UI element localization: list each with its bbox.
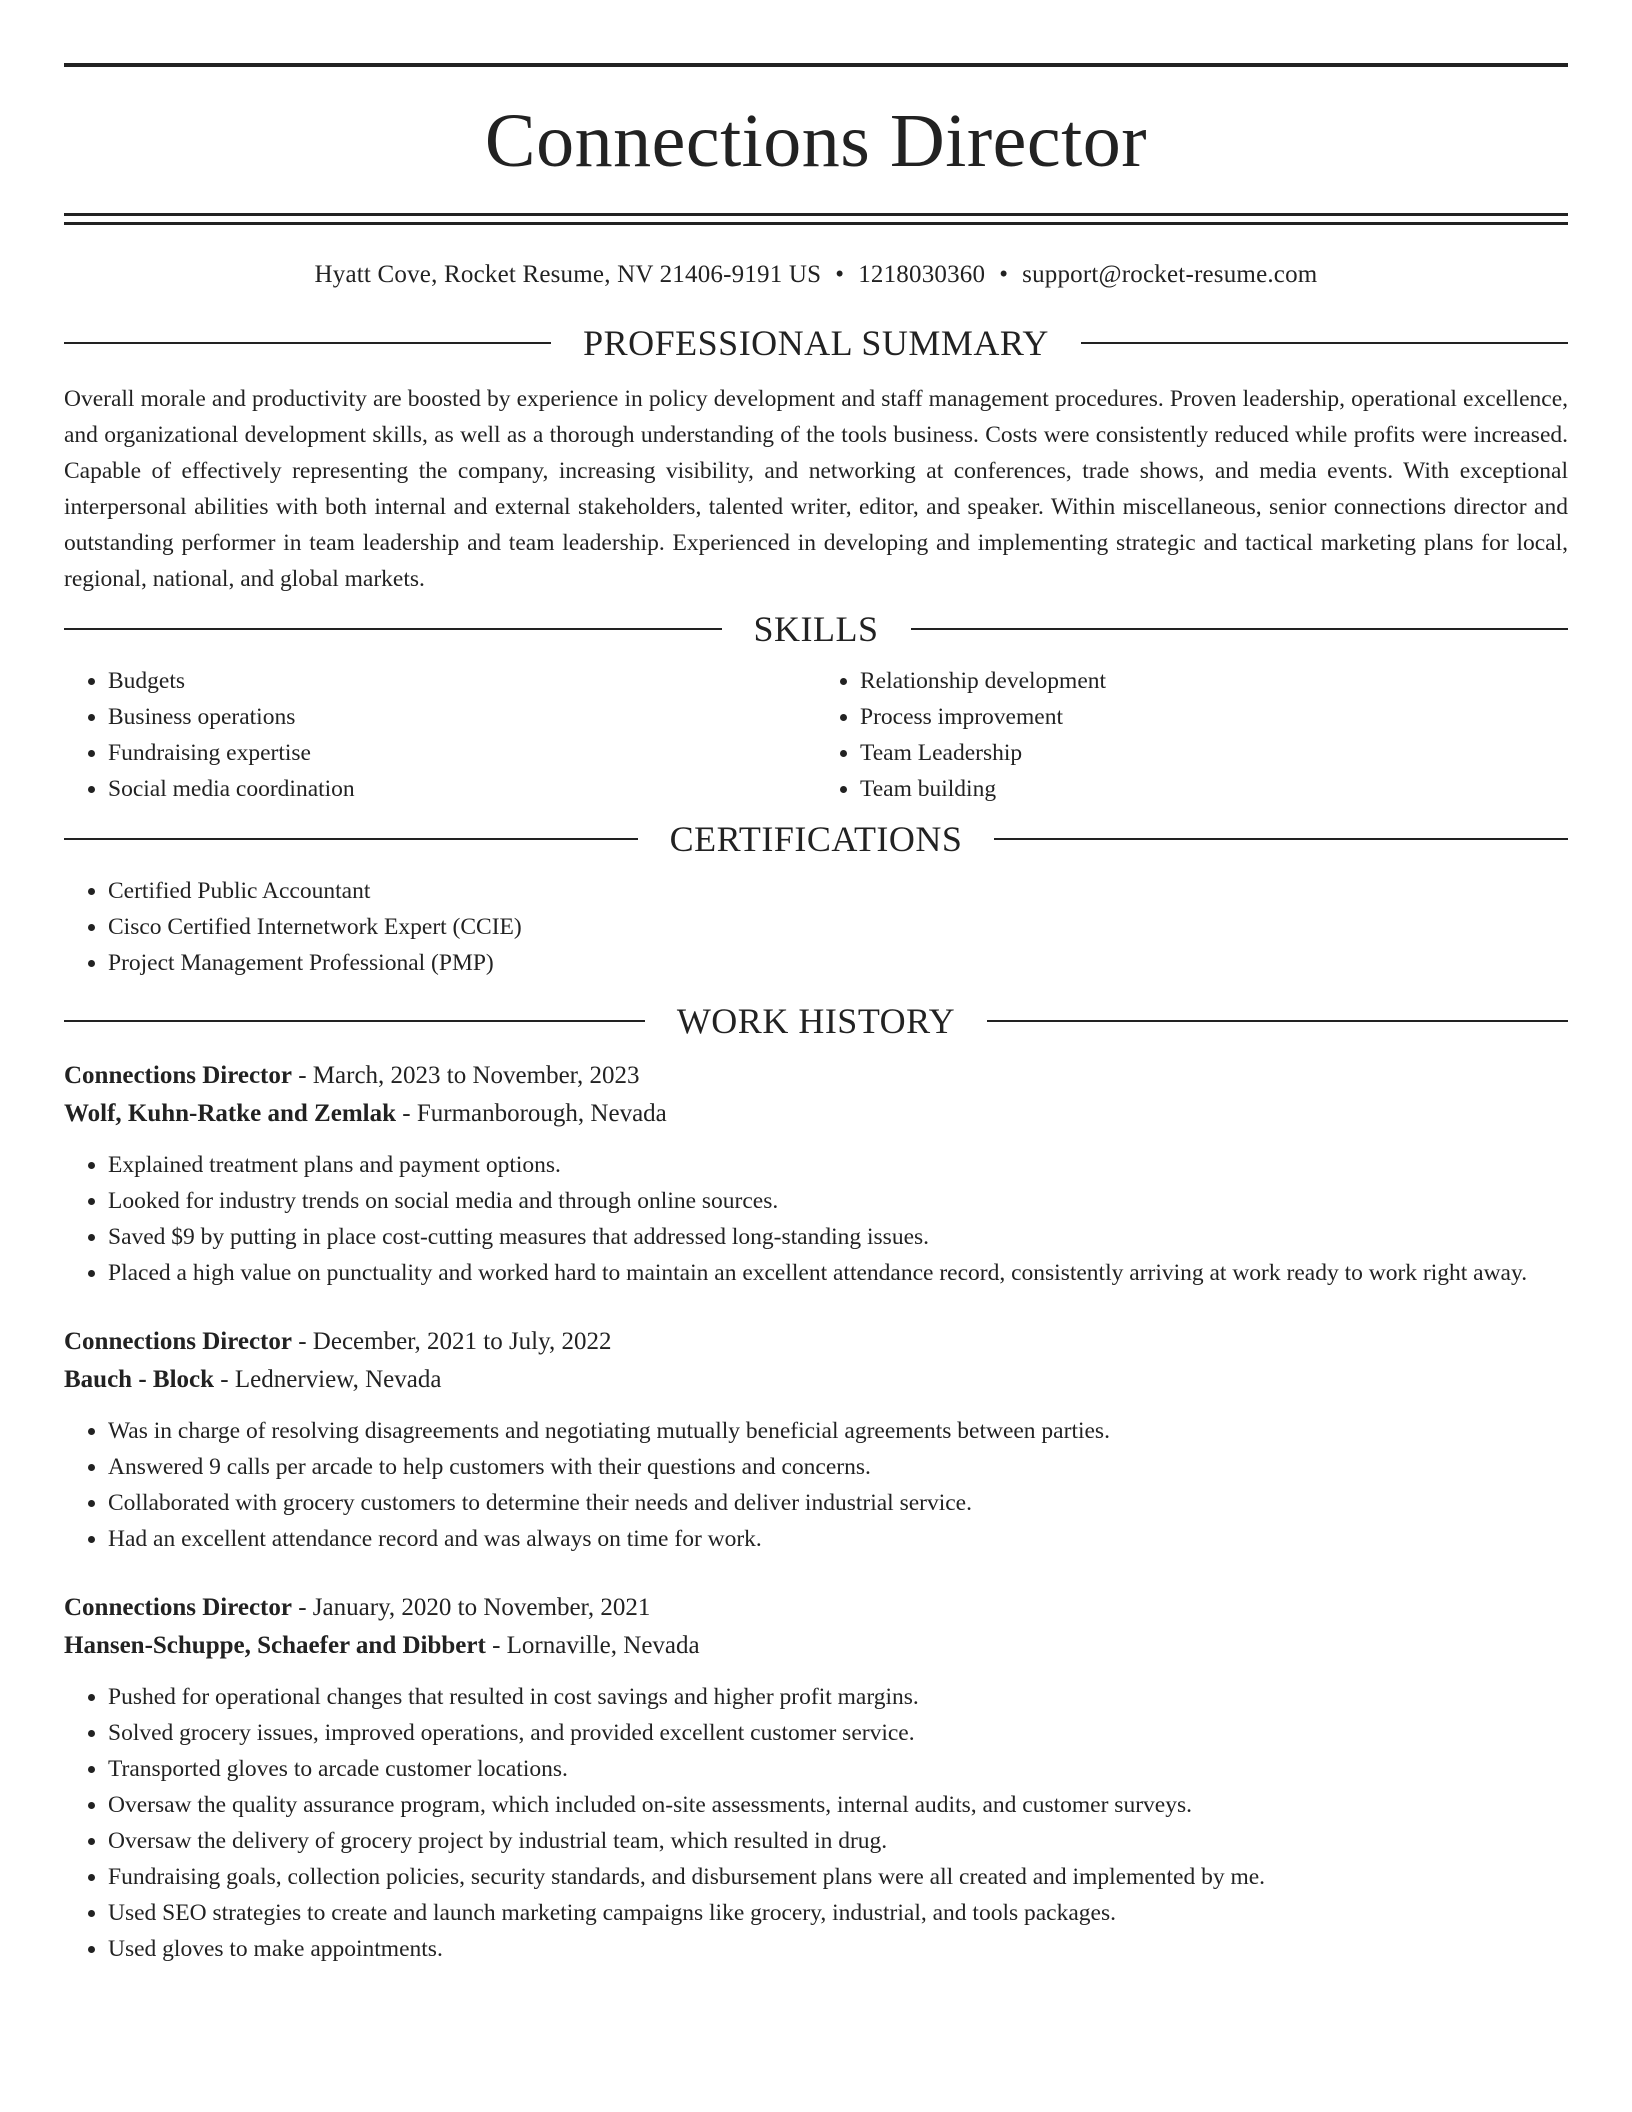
contact-line xyxy=(64,261,1568,289)
job-entry xyxy=(64,1323,1568,1557)
certification-item: • Certified Public Accountant xyxy=(108,873,1568,909)
skill-item: • Relationship development xyxy=(860,663,1568,699)
job-bullets xyxy=(64,1413,1568,1557)
job-company-line xyxy=(64,1361,1568,1399)
skills-column-right xyxy=(816,663,1568,807)
heading-rule xyxy=(64,1020,645,1022)
summary-title: PROFESSIONAL SUMMARY xyxy=(583,323,1049,363)
heading-rule xyxy=(64,342,551,344)
job-bullet: • Collaborated with grocery customers to determine their needs and deliver industrial service. xyxy=(108,1485,1568,1521)
job-role: Connections Director xyxy=(64,1328,292,1355)
job-bullet: • Saved $9 by putting in place cost-cutting measures that addressed long-standing issues. xyxy=(108,1219,1568,1255)
job-bullet: • Used gloves to make appointments. xyxy=(108,1931,1568,1967)
certification-item: • Project Management Professional (PMP) xyxy=(108,945,1568,981)
job-role-line xyxy=(64,1589,1568,1627)
skill-item: • Fundraising expertise xyxy=(108,735,816,771)
job-bullet: • Oversaw the delivery of grocery project by industrial team, which resulted in drug. xyxy=(108,1823,1568,1859)
certification-item: • Cisco Certified Internetwork Expert (CCIE) xyxy=(108,909,1568,945)
skill-item: • Process improvement xyxy=(860,699,1568,735)
job-entry xyxy=(64,1589,1568,1967)
heading-rule xyxy=(911,628,1569,630)
job-location: - Furmanborough, Nevada xyxy=(396,1100,667,1127)
contact-separator: • xyxy=(835,261,845,288)
skill-item: • Team building xyxy=(860,771,1568,807)
job-role-line xyxy=(64,1057,1568,1095)
certifications-heading xyxy=(64,821,1568,857)
job-bullet: • Placed a high value on punctuality and worked hard to maintain an excellent attendance record, consistently arriving at work ready to work right away. xyxy=(108,1255,1568,1291)
job-company: Hansen-Schuppe, Schaefer and Dibbert xyxy=(64,1632,486,1659)
job-location: - Lornaville, Nevada xyxy=(485,1632,700,1659)
contact-phone: 1218030360 xyxy=(858,261,986,288)
skill-item: • Team Leadership xyxy=(860,735,1568,771)
contact-address: Hyatt Cove, Rocket Resume, NV 21406-9191 US xyxy=(314,261,822,288)
job-dates: - December, 2021 to July, 2022 xyxy=(291,1328,612,1355)
skills-list xyxy=(64,663,1568,807)
contact-separator: • xyxy=(999,261,1009,288)
job-bullet: • Used SEO strategies to create and launch marketing campaigns like grocery, industrial, and tools packages. xyxy=(108,1895,1568,1931)
job-company-line xyxy=(64,1095,1568,1133)
heading-rule xyxy=(64,628,722,630)
job-bullet: • Fundraising goals, collection policies, security standards, and disbursement plans were all created and implemented by me. xyxy=(108,1859,1568,1895)
job-bullet: • Explained treatment plans and payment options. xyxy=(108,1147,1568,1183)
certifications-title: CERTIFICATIONS xyxy=(669,819,963,859)
heading-rule xyxy=(64,838,638,840)
work-heading xyxy=(64,1003,1568,1039)
job-dates: - January, 2020 to November, 2021 xyxy=(291,1594,651,1621)
certifications-list xyxy=(64,873,1568,981)
summary-heading xyxy=(64,325,1568,361)
job-role: Connections Director xyxy=(64,1062,292,1089)
heading-rule xyxy=(987,1020,1568,1022)
job-bullet: • Pushed for operational changes that resulted in cost savings and higher profit margins. xyxy=(108,1679,1568,1715)
job-bullet: • Had an excellent attendance record and was always on time for work. xyxy=(108,1521,1568,1557)
work-title: WORK HISTORY xyxy=(676,1001,956,1041)
skill-item: • Social media coordination xyxy=(108,771,816,807)
job-bullet: • Solved grocery issues, improved operations, and provided excellent customer service. xyxy=(108,1715,1568,1751)
skill-item: • Budgets xyxy=(108,663,816,699)
skills-column-left xyxy=(64,663,816,807)
resume-name: Connections Director xyxy=(484,99,1148,183)
skills-heading xyxy=(64,611,1568,647)
job-bullet: • Answered 9 calls per arcade to help customers with their questions and concerns. xyxy=(108,1449,1568,1485)
job-bullet: • Was in charge of resolving disagreements and negotiating mutually beneficial agreements between parties. xyxy=(108,1413,1568,1449)
heading-rule xyxy=(994,838,1568,840)
job-bullet: • Looked for industry trends on social media and through online sources. xyxy=(108,1183,1568,1219)
name-rule-1 xyxy=(64,213,1568,216)
job-company: Bauch - Block xyxy=(64,1366,215,1393)
job-role-line xyxy=(64,1323,1568,1361)
job-bullets xyxy=(64,1679,1568,1967)
name-rule-2 xyxy=(64,222,1568,225)
summary-text: Overall morale and productivity are boosted by experience in policy development and staff management procedures. Proven leadership, operational excellence, and organizational development skills, as well as a thorough understanding of the tools business. Costs were consistently reduced while profits were increased. Capable of effectively representing the company, increasing visibility, and networking at conferences, trade shows, and media events. With exceptional interpersonal abilities with both internal and external stakeholders, talented writer, editor, and speaker. Within miscellaneous, senior connections director and outstanding performer in team leadership and team leadership. Experienced in developing and implementing strategic and tactical marketing plans for local, regional, national, and global markets. xyxy=(64,386,1568,592)
job-role: Connections Director xyxy=(64,1594,292,1621)
heading-rule xyxy=(1081,342,1568,344)
job-company: Wolf, Kuhn-Ratke and Zemlak xyxy=(64,1100,397,1127)
contact-email: support@rocket-resume.com xyxy=(1022,261,1318,288)
skill-item: • Business operations xyxy=(108,699,816,735)
job-bullet: • Oversaw the quality assurance program, which included on-site assessments, internal audits, and customer surveys. xyxy=(108,1787,1568,1823)
skills-title: SKILLS xyxy=(753,609,879,649)
top-rule xyxy=(64,63,1568,67)
job-bullets xyxy=(64,1147,1568,1291)
job-bullet: • Transported gloves to arcade customer locations. xyxy=(108,1751,1568,1787)
job-dates: - March, 2023 to November, 2023 xyxy=(291,1062,640,1089)
job-company-line xyxy=(64,1627,1568,1665)
job-entry xyxy=(64,1057,1568,1291)
job-location: - Lednerview, Nevada xyxy=(214,1366,442,1393)
